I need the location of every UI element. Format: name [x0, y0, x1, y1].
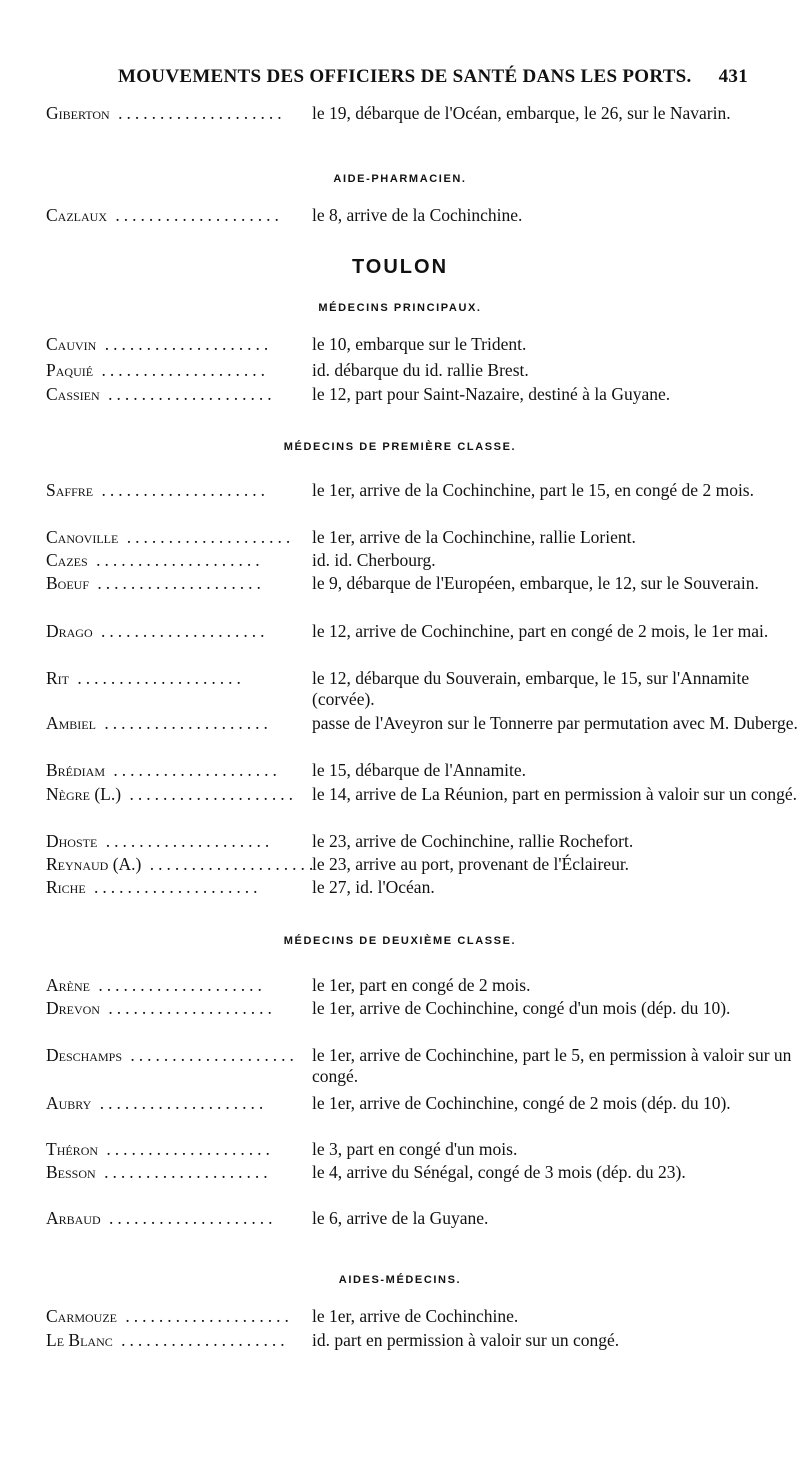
entry-name: Carmouze .................... [46, 1306, 293, 1326]
entry-name: Giberton .................... [46, 103, 286, 123]
entry-name: Aubry .................... [46, 1093, 268, 1113]
entry-text: le 19, débarque de l'Océan, embarque, le 26, sur le Navarin. [312, 103, 731, 123]
entry-name: Besson .................... [46, 1162, 272, 1182]
page-number: 431 [718, 66, 748, 87]
entry-name: Deschamps .................... [46, 1045, 298, 1065]
entry-text: le 14, arrive de La Réunion, part en permission à valoir sur un congé. [312, 784, 797, 804]
city-heading: TOULON [351, 256, 449, 278]
entry-name: Canoville .................... [46, 527, 295, 547]
entry-name: Riche .................... [46, 877, 262, 897]
entry-text: id. part en permission à valoir sur un congé. [312, 1330, 620, 1350]
running-head-title: MOUVEMENTS DES OFFICIERS DE SANTÉ DANS LES PORTS. [118, 66, 692, 87]
entry-text: le 1er, arrive de Cochinchine, congé d'un mois (dép. du 10). [312, 998, 731, 1018]
entry-name: Nègre (L.) .................... [46, 784, 297, 804]
entry-name: Boeuf .................... [46, 573, 265, 593]
entry-text: le 1er, part en congé de 2 mois. [312, 975, 531, 995]
entry-name: Cassien .................... [46, 384, 276, 404]
entry-text: le 23, arrive au port, provenant de l'Éclaireur. [312, 854, 630, 874]
entry-text: le 6, arrive de la Guyane. [312, 1208, 489, 1228]
entry-text: le 1er, arrive de Cochinchine, part le 5, en permission à valoir sur un congé. [312, 1045, 792, 1086]
entry-name: Arbaud .................... [46, 1208, 277, 1228]
entry-text: le 3, part en congé d'un mois. [312, 1139, 518, 1159]
entry-text: le 10, embarque sur le Trident. [312, 334, 527, 354]
entry-text: le 8, arrive de la Cochinchine. [312, 205, 523, 225]
entry-text: le 12, débarque du Souverain, embarque, le 15, sur l'Annamite (corvée). [312, 668, 750, 709]
entry-text: le 23, arrive de Cochinchine, rallie Rochefort. [312, 831, 634, 851]
entry-name: Arène .................... [46, 975, 266, 995]
section-heading: AIDE-PHARMACIEN. [333, 173, 467, 185]
section-heading: MÉDECINS DE PREMIÈRE CLASSE. [283, 441, 517, 453]
entry-name: Cazes .................... [46, 550, 264, 570]
entry-name: Brédiam .................... [46, 760, 281, 780]
entry-name: Théron .................... [46, 1139, 274, 1159]
entry-name: Rit .................... [46, 668, 245, 688]
entry-text: le 27, id. l'Océan. [312, 877, 435, 897]
entry-name: Le Blanc .................... [46, 1330, 289, 1350]
entry-name: Dhoste .................... [46, 831, 274, 851]
entry-text: le 4, arrive du Sénégal, congé de 3 mois (dép. du 23). [312, 1162, 686, 1182]
entry-name: Drevon .................... [46, 998, 276, 1018]
entry-text: le 1er, arrive de Cochinchine. [312, 1306, 519, 1326]
entry-text: le 1er, arrive de la Cochinchine, part le 15, en congé de 2 mois. [312, 480, 754, 500]
entry-name: Paquié .................... [46, 360, 269, 380]
section-heading: AIDES-MÉDECINS. [338, 1274, 462, 1286]
entry-text: id. id. Cherbourg. [312, 550, 436, 570]
entry-name: Reynaud (A.) .................... [46, 854, 318, 874]
entry-text: le 15, débarque de l'Annamite. [312, 760, 527, 780]
entry-text: le 1er, arrive de Cochinchine, congé de 2 mois (dép. du 10). [312, 1093, 731, 1113]
entry-text: le 9, débarque de l'Européen, embarque, le 12, sur le Souverain. [312, 573, 759, 593]
entry-name: Saffre .................... [46, 480, 269, 500]
entry-text: le 12, arrive de Cochinchine, part en congé de 2 mois, le 1er mai. [312, 621, 769, 641]
entry-text: id. débarque du id. rallie Brest. [312, 360, 529, 380]
section-heading: MÉDECINS PRINCIPAUX. [318, 302, 482, 314]
entry-text: passe de l'Aveyron sur le Tonnerre par permutation avec M. Duberge. [312, 713, 798, 733]
entry-text: le 1er, arrive de la Cochinchine, rallie Lorient. [312, 527, 636, 547]
entry-text: le 12, part pour Saint-Nazaire, destiné à la Guyane. [312, 384, 671, 404]
entry-name: Cazlaux .................... [46, 205, 283, 225]
section-heading: MÉDECINS DE DEUXIÈME CLASSE. [283, 935, 517, 947]
entry-name: Ambiel .................... [46, 713, 272, 733]
entry-name: Drago .................... [46, 621, 269, 641]
entry-name: Cauvin .................... [46, 334, 273, 354]
